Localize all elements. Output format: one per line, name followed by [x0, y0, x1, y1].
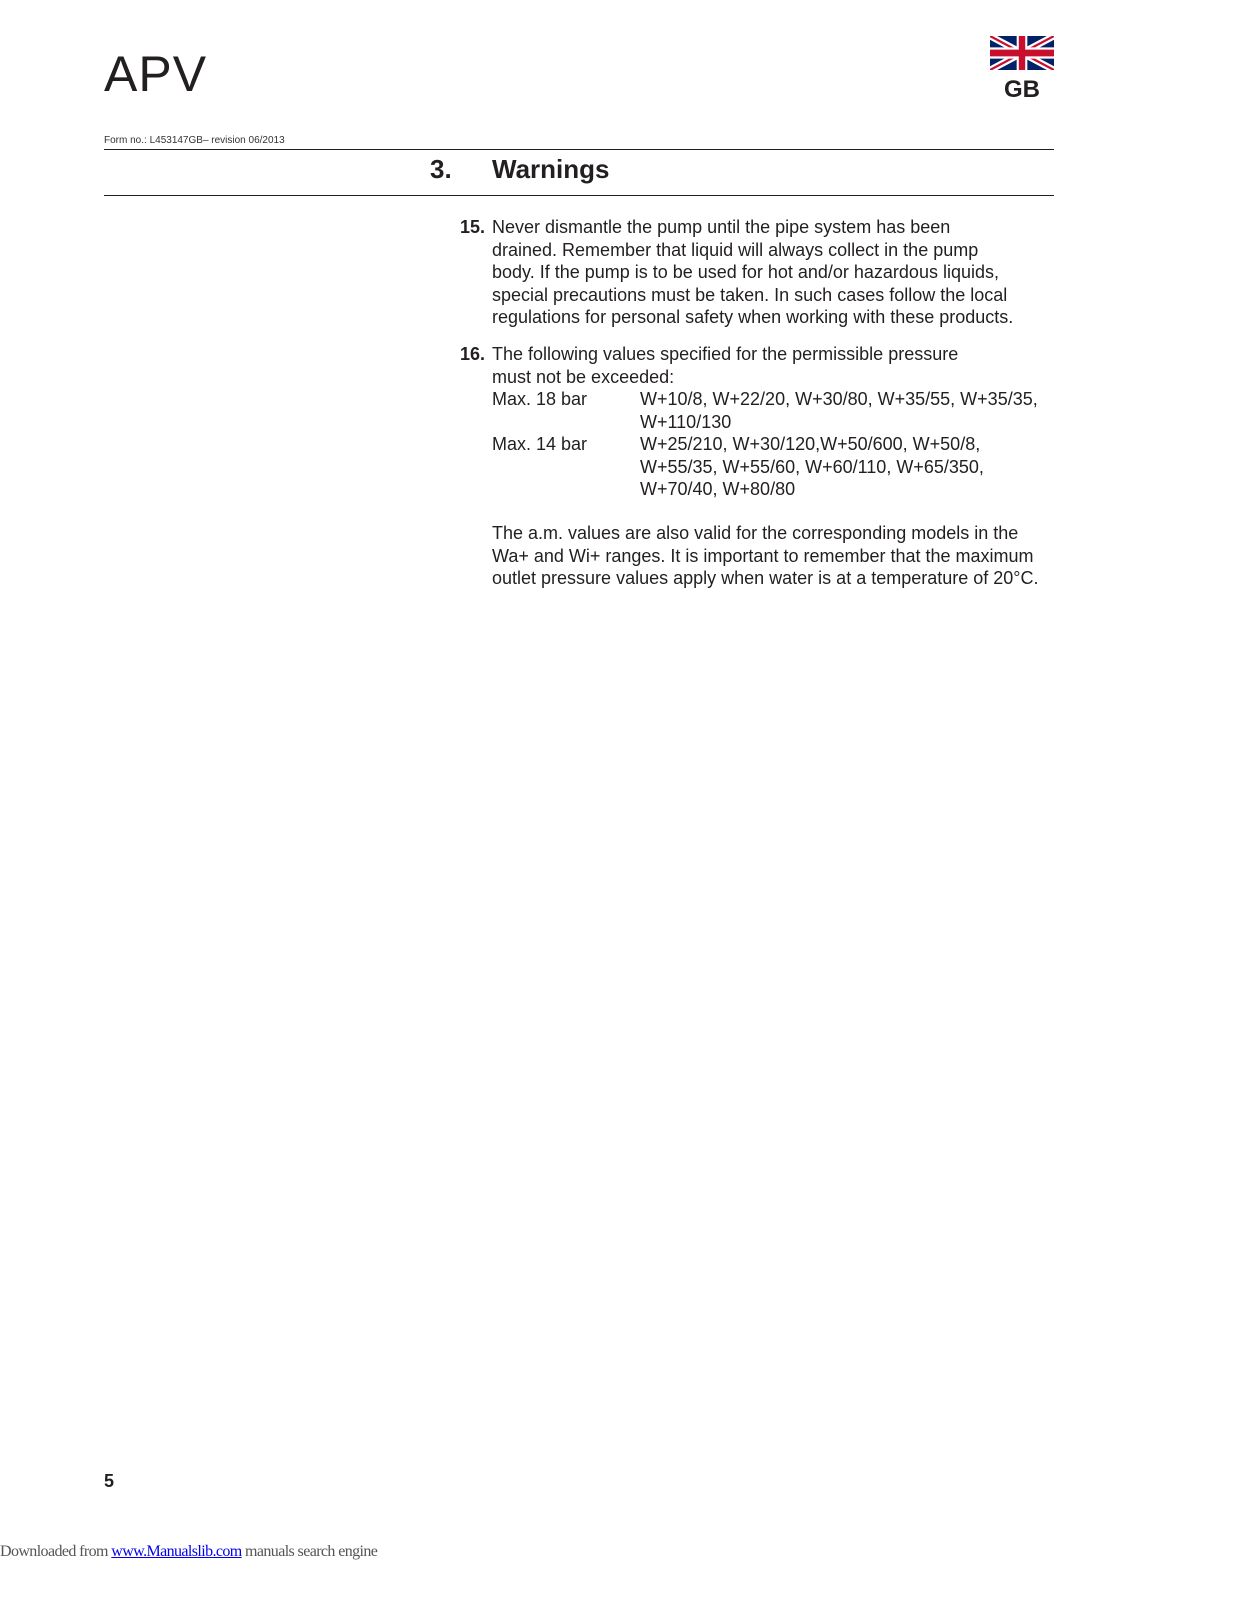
item-text — [492, 343, 958, 388]
uk-flag-icon — [990, 36, 1054, 70]
section-title: Warnings — [492, 154, 610, 184]
models-line: W+110/130 — [640, 411, 732, 432]
text-line: drained. Remember that liquid will always collect in the pump — [492, 239, 979, 260]
text-line: body. If the pump is to be used for hot and/or hazardous liquids, — [492, 262, 999, 283]
footer-suffix: manuals search engine — [241, 1543, 378, 1560]
text-line: special precautions must be taken. In such cases follow the local — [492, 284, 1008, 305]
text-line: regulations for personal safety when working with these products. — [492, 307, 1014, 328]
page-number: 5 — [104, 1471, 115, 1491]
pressure-label: Max. 14 bar — [492, 434, 588, 454]
language-code: GB — [1004, 76, 1040, 103]
note-text — [492, 522, 1039, 590]
section-number: 3. — [430, 154, 452, 184]
pressure-label: Max. 18 bar — [492, 389, 588, 409]
item-text — [492, 216, 1013, 329]
text-line: The a.m. values are also valid for the corresponding models in the — [492, 523, 1019, 543]
footer-prefix: Downloaded from — [0, 1543, 112, 1560]
brand-logo: APV — [104, 46, 208, 102]
text-line: outlet pressure values apply when water is at a temperature of 20°C. — [492, 568, 1039, 589]
section-rule — [104, 195, 1054, 196]
text-line: Never dismantle the pump until the pipe system has been — [492, 217, 951, 237]
pressure-models — [640, 433, 984, 501]
item-number: 16. — [460, 344, 486, 364]
models-line: W+55/35, W+55/60, W+60/110, W+65/350, — [640, 456, 984, 477]
models-line: W+25/210, W+30/120,W+50/600, W+50/8, — [640, 434, 981, 454]
text-line: The following values specified for the permissible pressure — [492, 344, 959, 364]
models-line: W+10/8, W+22/20, W+30/80, W+35/55, W+35/35, — [640, 389, 1038, 409]
item-number: 15. — [460, 217, 486, 237]
models-line: W+70/40, W+80/80 — [640, 479, 796, 500]
pressure-models — [640, 388, 1038, 433]
manualslib-link[interactable]: www.Manualslib.com — [111, 1543, 242, 1560]
text-line: must not be exceeded: — [492, 366, 675, 387]
form-number: Form no.: L453147GB– revision 06/2013 — [104, 135, 285, 146]
download-footer — [0, 1542, 377, 1562]
text-line: Wa+ and Wi+ ranges. It is important to remember that the maximum — [492, 545, 1034, 566]
header-rule — [104, 149, 1054, 150]
